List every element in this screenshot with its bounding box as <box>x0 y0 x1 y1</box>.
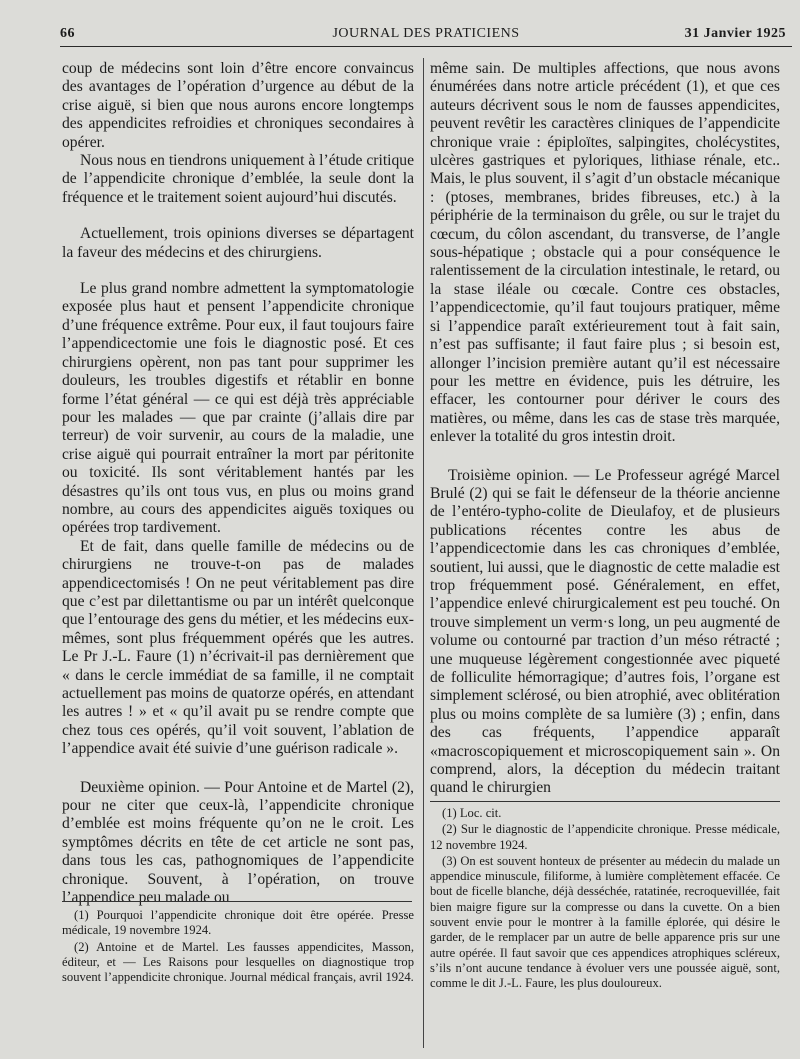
left-paragraph-3: Actuellement, trois opinions diverses se départagent la faveur des médecins et des chirurgiens. <box>62 225 414 261</box>
left-paragraph-2: Nous nous en tiendrons uniquement à l’étude critique de l’appendicite chronique d’emblée, la seule dont la fréquence et le traitement soient aujourd’hui discutés. <box>62 152 414 206</box>
header-rule <box>60 46 792 47</box>
footnote-rule-right <box>430 801 780 802</box>
journal-title: JOURNAL DES PRATICIENS <box>332 26 520 41</box>
left-paragraph-6: Deuxième opinion. — Pour Antoine et de Martel (2), pour ne citer que ceux-là, l’appendicite chronique d’emblée est moins fréquente qu’on ne le croit. Les symptômes décrits en tête de cet article ne sont pas, dans tous les cas, pathognomiques de l’appendicite chronique. Souvent, à l’opération, on trouve l’appendice peu malade ou <box>62 778 414 907</box>
page-header <box>60 26 792 46</box>
left-paragraph-4: Le plus grand nombre admettent la symptomatologie exposée plus haut et pensent l’appendicite chronique d’une fréquence extrême. Pour eux, il faut toujours faire l’appendicectomie une fois le diagnostic posé. Et ces chirurgiens opèrent, non pas tant pour supprimer les douleurs, les troubles digestifs et rétablir en bonne forme l’état général — ce qui est déjà très appréciable pour les malades — que par crainte (j’allais dire par terreur) de voir survenir, au cours de la maladie, une crise aiguë qui pourrait entraîner la mort par péritonite ou toxicité. Ils sont véritablement hantés par les désastres qu’ils ont tous vus, en plus ou moins grand nombre, au cours des appendicites aiguës toxiques ou opérées trop tardivement. <box>62 280 414 537</box>
footnotes-left <box>62 908 414 986</box>
right-paragraph-1: même sain. De multiples affections, que nous avons énumérées dans notre article précédent (1), et que ces auteurs décrivent sous le nom de fausses appendicites, peuvent revêtir les caractères cliniques de l’appendicite chronique vraie : épiploïtes, salpingites, cholécystites, ulcères gastriques et pyloriques, lithiase rénale, etc.. Mais, le plus souvent, il s’agit d’un obstacle mécanique : (ptoses, membranes, brides fibreuses, etc.) à la périphérie de la terminaison du grêle, ou sur le trajet du cœcum, du côlon ascendant, du transverse, de l’angle sous-hépatique ; obstacle qui a pour conséquence le ralentissement de la circulation intestinale, le retard, ou la stase iléale ou cœcale. Contre ces obstacles, l’appendicectomie, qu’il faut toujours pratiquer, même si l’appendice paraît extérieurement tout à fait sain, n’est pas suffisante; il faut faire plus ; si besoin est, allonger l’incision première autant qu’il est nécessaire pour les mettre en évidence, puis les détruire, les effacer, les contourner pour dériver le cours des matières, ou même, dans les cas de stase très marquée, enlever la totalité du gros intestin droit. <box>430 60 780 446</box>
left-paragraph-1: coup de médecins sont loin d’être encore convaincus des avantages de l’opération d’urgence au début de la crise aiguë, si bien que nous aurons encore longtemps des appendicites refroidies et chroniques secondaires à opérer. <box>62 60 414 151</box>
footnote-left-2: (2) Antoine et de Martel. Les fausses appendicites, Masson, éditeur, et — Les Raisons pour lesquelles on diagnostique trop souvent l’appendicite chronique. Journal médical français, avril 1924. <box>62 939 414 985</box>
footnote-left-1: (1) Pourquoi l’appendicite chronique doit être opérée. Presse médicale, 19 novembre 1924. <box>62 908 414 938</box>
footnote-right-1: (1) Loc. cit. <box>442 806 502 820</box>
footnote-rule-left <box>62 901 412 902</box>
page-number: 66 <box>60 26 75 41</box>
right-paragraph-2: Troisième opinion. — Le Professeur agrégé Marcel Brulé (2) qui se fait le défenseur de la théorie ancienne de l’entéro-typho-colite de Dieulafoy, et de plusieurs publications récentes contre les abus de l’appendicectomie dans les cas chroniques d’emblée, soutient, lui aussi, que le diagnostic de cette maladie est trop fréquemment posé. Généralement, en effet, l’appendice enlevé chirurgicalement est peu touché. On trouve simplement un verm·s long, un peu augmenté de volume ou contourné par traction d’un méso rétracté ; une muqueuse légèrement congestionnée avec piqueté de folliculite hémorragique; d’autres fois, l’organe est simplement sclérosé, ou bien atrophié, avec oblitération plus ou moins complète de sa lumière (3) ; enfin, dans des cas fréquents, l’appendice apparaît «macroscopiquement et microscopiquement sain ». On comprend, alors, la déception du médecin traitant quand le chirurgien <box>430 466 780 797</box>
left-column <box>62 60 414 907</box>
footnotes-right <box>430 806 780 993</box>
column-divider <box>423 58 424 1048</box>
right-column <box>430 60 780 798</box>
footnote-right-2: (2) Sur le diagnostic de l’appendicite chronique. Presse médicale, 12 novembre 1924. <box>430 822 780 852</box>
footnote-right-3: (3) On est souvent honteux de présenter au médecin du malade un appendice minuscule, filiforme, à lumière complètement effacée. Ce bout de ficelle blanche, déjà desséchée, ratatinée, recroquevillée, fait bien maigre figure sur la compresse ou dans la cuvette. On a bien souvent envie pour le montrer à la famille éplorée, qui désire le garder, de le remplacer par un autre de belle apparence pris sur une autre opérée. Il faut savoir que ces appendices atrophiques scléreux, s’ils n’ont aucune tendance à évoluer vers une poussée aiguë, sont, comme le dit J.-L. Faure, les plus douloureux. <box>430 853 780 991</box>
issue-date: 31 Janvier 1925 <box>684 26 786 41</box>
left-paragraph-5: Et de fait, dans quelle famille de médecins ou de chirurgiens ne trouve-t-on pas de malades appendicectomisés ! On ne peut véritablement pas dire que c’est par dilettantisme ou par un intérêt quelconque que l’entourage des gens du métier, et les médecins eux-mêmes, sont plus fréquemment opérés que les autres. Le Pr J.-L. Faure (1) n’écrivait-il pas dernièrement que « dans le cercle immédiat de sa famille, il ne comptait actuellement pas moins de quatorze opérés, en attendant les autres ! » et « qu’il avait pu se rendre compte que chez tous ces opérés, qu’il voit souvent, l’ablation de l’appendice avait été suivie d’une guérison radicale ». <box>62 537 414 758</box>
